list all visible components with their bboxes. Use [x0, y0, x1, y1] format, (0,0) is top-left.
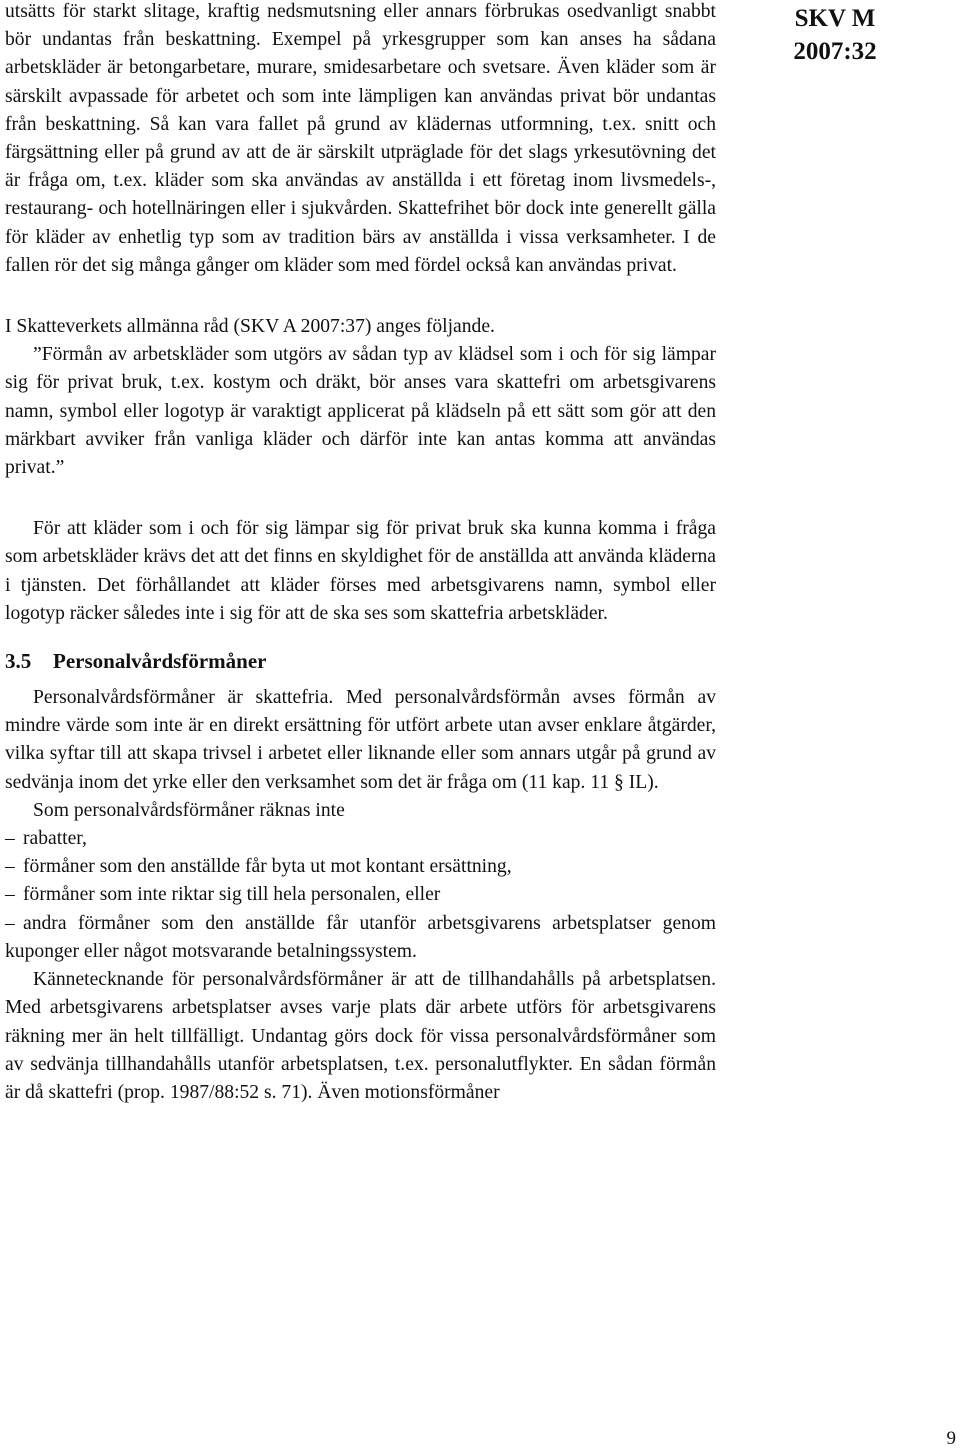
- paragraph-workclothes: utsätts för starkt slitage, kraftig nedsmutsning eller annars förbrukas osedvanligt snabbt bör undantas från beskattning. Exempel på yrkesgrupper som kan anses ha sådana arbetskläder är betongarbetare, murare, smidesarbetare och svetsare. Även kläder som är särskilt avpassade för arbetet och som inte lämpligen kan användas privat bör undantas från beskattning. Så kan vara fallet på grund av klädernas utformning, t.ex. snitt och färgsättning eller på grund av att de är särskilt utpräglade för det slags yrkesutövning det är fråga om, t.ex. kläder som ska användas av anställda i ett företag inom livsmedels-, restaurang- och hotellnäringen eller i sjukvården. Skattefrihet bör dock inte generellt gälla för kläder av enhetlig typ som av tradition bärs av anställda i vissa verksamheter. I de fallen rör det sig många gånger om kläder som med fördel också kan användas privat.: [5, 1, 716, 276]
- paragraph-workplace: Kännetecknande för personalvårdsförmåner är att de tillhandahålls på arbetsplatsen. Med arbetsgivarens arbetsplatser avses varje plats där arbete utförs för arbetsgivarens räkning mer än helt tillfälligt. Undantag görs dock för vissa personalvårdsförmåner som av sedvänja tillhandahålls utanför arbetsplatsen, t.ex. personalutflykter. En sådan förmån är då skattefri (prop. 1987/88:52 s. 71). Även motionsförmåner: [5, 969, 716, 1103]
- list-item: [5, 853, 716, 881]
- list-item: [5, 825, 716, 853]
- list-item: [5, 910, 716, 966]
- list-item-text: andra förmåner som den anställde får utanför arbetsgivarens arbetsplatser genom kuponger eller något motsvarande betalningssystem.: [5, 912, 716, 962]
- list-dash: –: [5, 856, 15, 878]
- reference-number: 2007:32: [793, 38, 877, 65]
- list-dash: –: [5, 884, 15, 906]
- list-item-text: rabatter,: [23, 828, 87, 850]
- paragraph-private-use: För att kläder som i och för sig lämpar sig för privat bruk ska kunna komma i fråga som arbetskläder krävs det att det finns en skyldighet för de anställda att använda kläderna i tjänsten. Det förhållandet att kläder förses med arbetsgivarens namn, symbol eller logotyp räcker således inte i sig för att de ska ses som skattefria arbetskläder.: [5, 518, 716, 624]
- list-dash: –: [5, 828, 15, 850]
- list-item-text: förmåner som inte riktar sig till hela personalen, eller: [23, 884, 441, 906]
- list-item: [5, 881, 716, 909]
- page-number: 9: [946, 1428, 956, 1449]
- list-item-text: förmåner som den anställde får byta ut mot kontant ersättning,: [23, 856, 512, 878]
- reference-series: SKV M: [794, 5, 876, 32]
- list-dash: –: [5, 912, 15, 934]
- section-number: 3.5: [5, 649, 32, 674]
- section-heading: [5, 646, 716, 676]
- document-reference: [780, 2, 890, 68]
- paragraph-not-counted: Som personalvårdsförmåner räknas inte: [33, 799, 345, 821]
- paragraph-advice-intro: I Skatteverkets allmänna råd (SKV A 2007:37) anges följande.: [5, 316, 495, 338]
- exclusion-list: [5, 825, 716, 966]
- section-title: Personalvårdsförmåner: [53, 649, 267, 674]
- main-text-column: [5, 0, 716, 1107]
- paragraph-personalvard-definition: Personalvårdsförmåner är skattefria. Med personalvårdsförmån avses förmån av mindre värde som inte är en direkt ersättning för utfört arbete utan avser enklare åtgärder, vilka syftar till att skapa trivsel i arbetet eller liknande eller som annars utgår på grund av sedvänja inom det yrke eller den verksamhet som det är fråga om (11 kap. 11 § IL).: [5, 687, 716, 793]
- paragraph-quote: ”Förmån av arbetskläder som utgörs av sådan typ av klädsel som i och för sig lämpar sig för privat bruk, t.ex. kostym och dräkt, bör anses vara skattefri om arbetsgivarens namn, symbol eller logotyp är varaktigt applicerat på klädseln på ett sätt som gör att den märkbart avviker från vanliga kläder och därför inte kan antas komma att användas privat.”: [5, 344, 716, 479]
